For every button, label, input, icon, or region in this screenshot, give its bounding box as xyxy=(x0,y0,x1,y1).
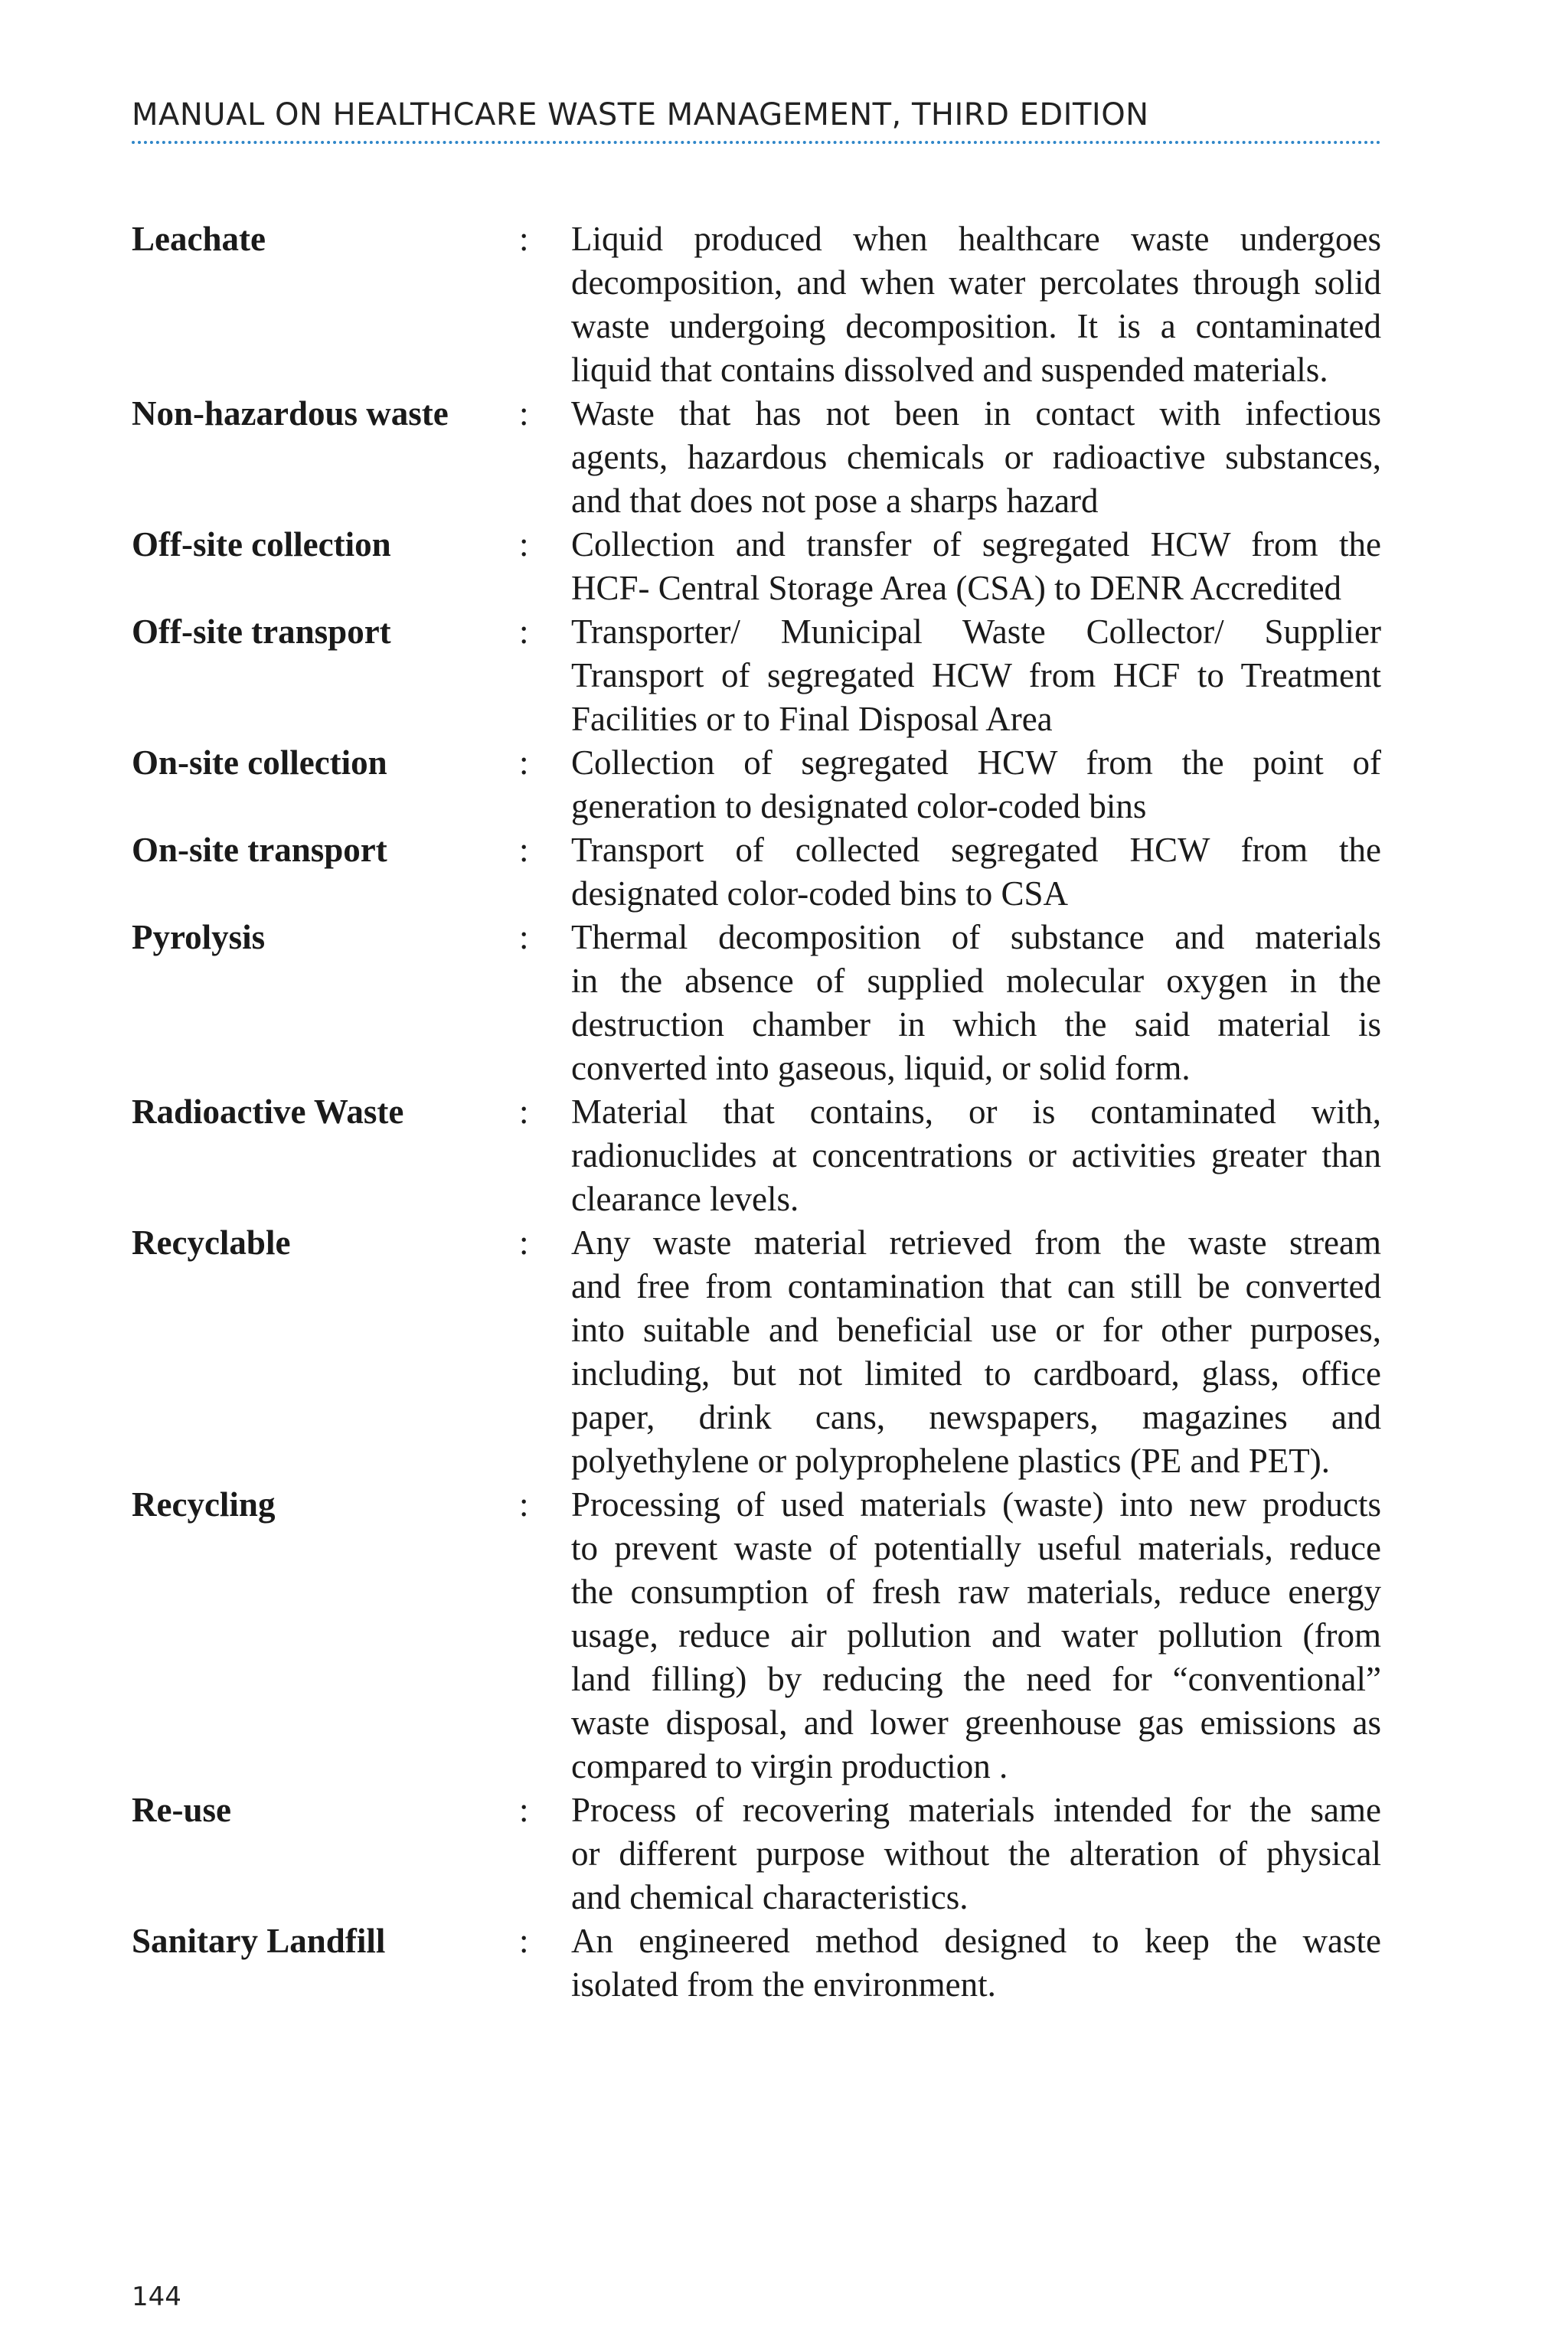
glossary-entry xyxy=(132,610,1381,741)
glossary-definition xyxy=(571,1788,1381,1919)
term-separator: : xyxy=(519,394,529,433)
term-separator: : xyxy=(519,743,529,782)
definition-line: agents, hazardous chemicals or radioactive substances, xyxy=(571,438,1381,476)
glossary-entry xyxy=(132,916,1381,1090)
glossary-term: Leachate xyxy=(132,220,266,258)
glossary-definition xyxy=(571,1483,1381,1788)
glossary-term: Non-hazardous waste xyxy=(132,394,449,433)
glossary-term: Recyclable xyxy=(132,1223,291,1262)
glossary-definition xyxy=(571,392,1381,523)
glossary-entry xyxy=(132,1788,1381,1919)
glossary-entry xyxy=(132,741,1381,828)
term-separator: : xyxy=(519,831,529,869)
glossary-term: On-site transport xyxy=(132,831,387,869)
glossary-term: Re-use xyxy=(132,1791,231,1829)
glossary-definition xyxy=(571,828,1381,916)
definition-line: Collection and transfer of segregated HCW from the xyxy=(571,525,1381,564)
glossary-term: Off-site collection xyxy=(132,525,391,564)
glossary-definition xyxy=(571,1221,1381,1483)
glossary-definition xyxy=(571,1919,1381,2007)
glossary-entry xyxy=(132,523,1381,610)
glossary-definition xyxy=(571,1090,1381,1221)
glossary-definition xyxy=(571,916,1381,1090)
definition-line: liquid that contains dissolved and suspended materials. xyxy=(571,351,1328,389)
definition-line: Collection of segregated HCW from the point of xyxy=(571,743,1381,782)
document-title: MANUAL ON HEALTHCARE WASTE MANAGEMENT, THIRD EDITION xyxy=(132,97,1149,132)
definition-line: HCF- Central Storage Area (CSA) to DENR Accredited xyxy=(571,569,1342,607)
definition-line: Transport of collected segregated HCW from the xyxy=(571,831,1381,869)
glossary-entry xyxy=(132,1221,1381,1483)
term-separator: : xyxy=(519,1791,529,1829)
definition-line: paper, drink cans, newspapers, magazines and xyxy=(571,1398,1381,1436)
term-separator: : xyxy=(519,918,529,956)
definition-line: to prevent waste of potentially useful materials, reduce xyxy=(571,1529,1381,1567)
definition-line: and that does not pose a sharps hazard xyxy=(571,482,1099,520)
term-separator: : xyxy=(519,220,529,258)
glossary-entry xyxy=(132,1919,1381,2007)
definition-line: Thermal decomposition of substance and materials xyxy=(571,918,1381,956)
glossary-term: On-site collection xyxy=(132,743,387,782)
definition-line: Facilities or to Final Disposal Area xyxy=(571,700,1053,738)
definition-line: into suitable and beneficial use or for other purposes, xyxy=(571,1311,1381,1349)
header-dotted-rule xyxy=(132,141,1381,144)
glossary-term: Recycling xyxy=(132,1485,276,1524)
glossary-entry xyxy=(132,828,1381,916)
definition-line: Transporter/ Municipal Waste Collector/ Supplier xyxy=(571,612,1381,651)
glossary-definition xyxy=(571,741,1381,828)
definition-line: polyethylene or polyprophelene plastics (PE and PET). xyxy=(571,1442,1331,1480)
definition-line: decomposition, and when water percolates through solid xyxy=(571,263,1381,302)
definition-line: Processing of used materials (waste) into new products xyxy=(571,1485,1381,1524)
term-separator: : xyxy=(519,1922,529,1960)
glossary-term: Radioactive Waste xyxy=(132,1093,404,1131)
definition-line: and chemical characteristics. xyxy=(571,1878,969,1916)
glossary-definition xyxy=(571,217,1381,392)
definition-line: Process of recovering materials intended for the same xyxy=(571,1791,1381,1829)
definition-line: usage, reduce air pollution and water pollution (from xyxy=(571,1616,1381,1655)
glossary-entry xyxy=(132,217,1381,392)
definition-line: Waste that has not been in contact with infectious xyxy=(571,394,1381,433)
definition-line: land filling) by reducing the need for “conventional” xyxy=(571,1660,1381,1698)
definition-line: in the absence of supplied molecular oxygen in the xyxy=(571,962,1381,1000)
definition-line: isolated from the environment. xyxy=(571,1965,996,2004)
page-number: 144 xyxy=(132,2282,181,2312)
glossary-entry xyxy=(132,1090,1381,1221)
running-header xyxy=(132,96,1381,144)
term-separator: : xyxy=(519,1093,529,1131)
glossary-entry xyxy=(132,1483,1381,1788)
glossary-definition xyxy=(571,523,1381,610)
glossary-definition xyxy=(571,610,1381,741)
definition-line: Any waste material retrieved from the waste stream xyxy=(571,1223,1381,1262)
definition-line: or different purpose without the alteration of physical xyxy=(571,1834,1381,1873)
glossary-entry xyxy=(132,392,1381,523)
definition-line: Liquid produced when healthcare waste undergoes xyxy=(571,220,1381,258)
glossary-list xyxy=(132,217,1381,2007)
definition-line: converted into gaseous, liquid, or solid form. xyxy=(571,1049,1191,1087)
definition-line: An engineered method designed to keep the waste xyxy=(571,1922,1381,1960)
term-separator: : xyxy=(519,1223,529,1262)
term-separator: : xyxy=(519,1485,529,1524)
definition-line: waste undergoing decomposition. It is a contaminated xyxy=(571,307,1381,345)
definition-line: generation to designated color-coded bins xyxy=(571,787,1147,825)
definition-line: clearance levels. xyxy=(571,1180,799,1218)
definition-line: compared to virgin production . xyxy=(571,1747,1008,1785)
definition-line: destruction chamber in which the said material is xyxy=(571,1005,1381,1044)
glossary-term: Off-site transport xyxy=(132,612,391,651)
glossary-term: Sanitary Landfill xyxy=(132,1922,386,1960)
definition-line: Transport of segregated HCW from HCF to Treatment xyxy=(571,656,1381,694)
definition-line: the consumption of fresh raw materials, reduce energy xyxy=(571,1573,1381,1611)
definition-line: waste disposal, and lower greenhouse gas emissions as xyxy=(571,1704,1381,1742)
term-separator: : xyxy=(519,612,529,651)
glossary-term: Pyrolysis xyxy=(132,918,266,956)
definition-line: including, but not limited to cardboard, glass, office xyxy=(571,1354,1381,1393)
definition-line: Material that contains, or is contaminated with, xyxy=(571,1093,1381,1131)
definition-line: radionuclides at concentrations or activities greater than xyxy=(571,1136,1381,1174)
definition-line: designated color-coded bins to CSA xyxy=(571,874,1068,913)
term-separator: : xyxy=(519,525,529,564)
definition-line: and free from contamination that can still be converted xyxy=(571,1267,1381,1305)
